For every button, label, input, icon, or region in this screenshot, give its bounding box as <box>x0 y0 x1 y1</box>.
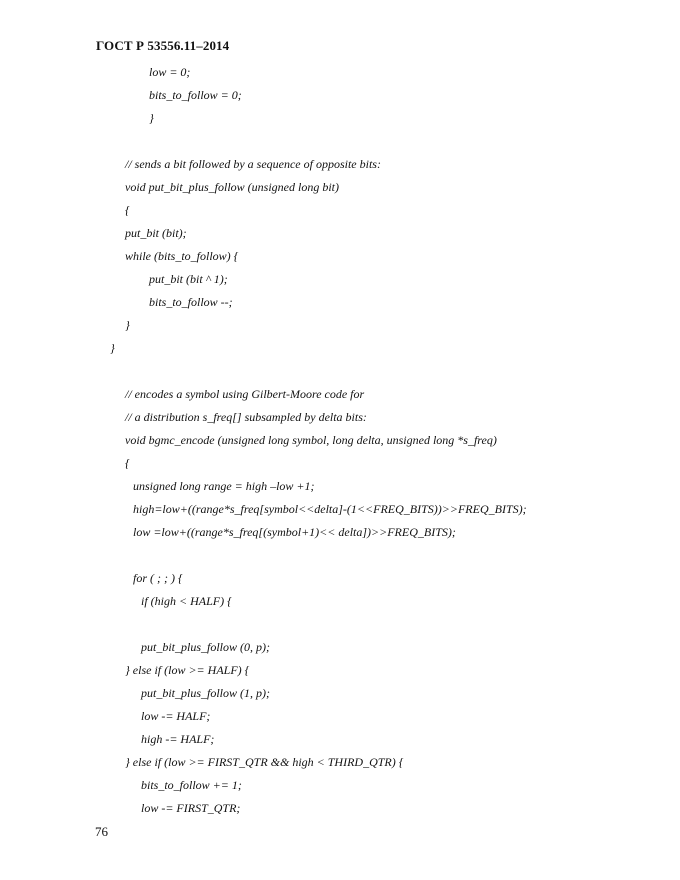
document-header: ГОСТ Р 53556.11–2014 <box>96 38 230 53</box>
code-line: while (bits_to_follow) { <box>125 249 239 263</box>
code-line: } <box>149 111 154 125</box>
code-line: } else if (low >= FIRST_QTR && high < THIRD_QTR) { <box>125 755 404 769</box>
code-line: void bgmc_encode (unsigned long symbol, long delta, unsigned long *s_freq) <box>125 433 497 447</box>
code-line: low -= HALF; <box>141 709 211 723</box>
code-line: // sends a bit followed by a sequence of opposite bits: <box>125 157 381 171</box>
code-line: unsigned long range = high –low +1; <box>133 479 315 493</box>
code-line: high=low+((range*s_freq[symbol<<delta]-(1<<FREQ_BITS))>>FREQ_BITS); <box>133 502 527 516</box>
code-line: bits_to_follow = 0; <box>149 88 242 102</box>
code-line: bits_to_follow --; <box>149 295 233 309</box>
page-number: 76 <box>95 824 108 839</box>
code-line: // a distribution s_freq[] subsampled by delta bits: <box>125 410 367 424</box>
code-line: bits_to_follow += 1; <box>141 778 242 792</box>
code-line: high -= HALF; <box>141 732 215 746</box>
code-line: } <box>110 341 115 355</box>
code-line: if (high < HALF) { <box>141 594 232 608</box>
code-line: low -= FIRST_QTR; <box>141 801 241 815</box>
code-line: put_bit_plus_follow (0, p); <box>141 640 270 654</box>
code-line: low = 0; <box>149 65 191 79</box>
code-line: low =low+((range*s_freq[(symbol+1)<< delta])>>FREQ_BITS); <box>133 525 456 539</box>
code-line: } else if (low >= HALF) { <box>125 663 250 677</box>
code-line: put_bit_plus_follow (1, p); <box>141 686 270 700</box>
code-line: for ( ; ; ) { <box>133 571 183 585</box>
code-line: { <box>125 456 130 470</box>
code-line: void put_bit_plus_follow (unsigned long bit) <box>125 180 339 194</box>
code-line: } <box>125 318 130 332</box>
code-line: put_bit (bit ^ 1); <box>149 272 228 286</box>
code-line: { <box>125 203 130 217</box>
code-line: put_bit (bit); <box>125 226 187 240</box>
code-line: // encodes a symbol using Gilbert-Moore code for <box>125 387 365 401</box>
